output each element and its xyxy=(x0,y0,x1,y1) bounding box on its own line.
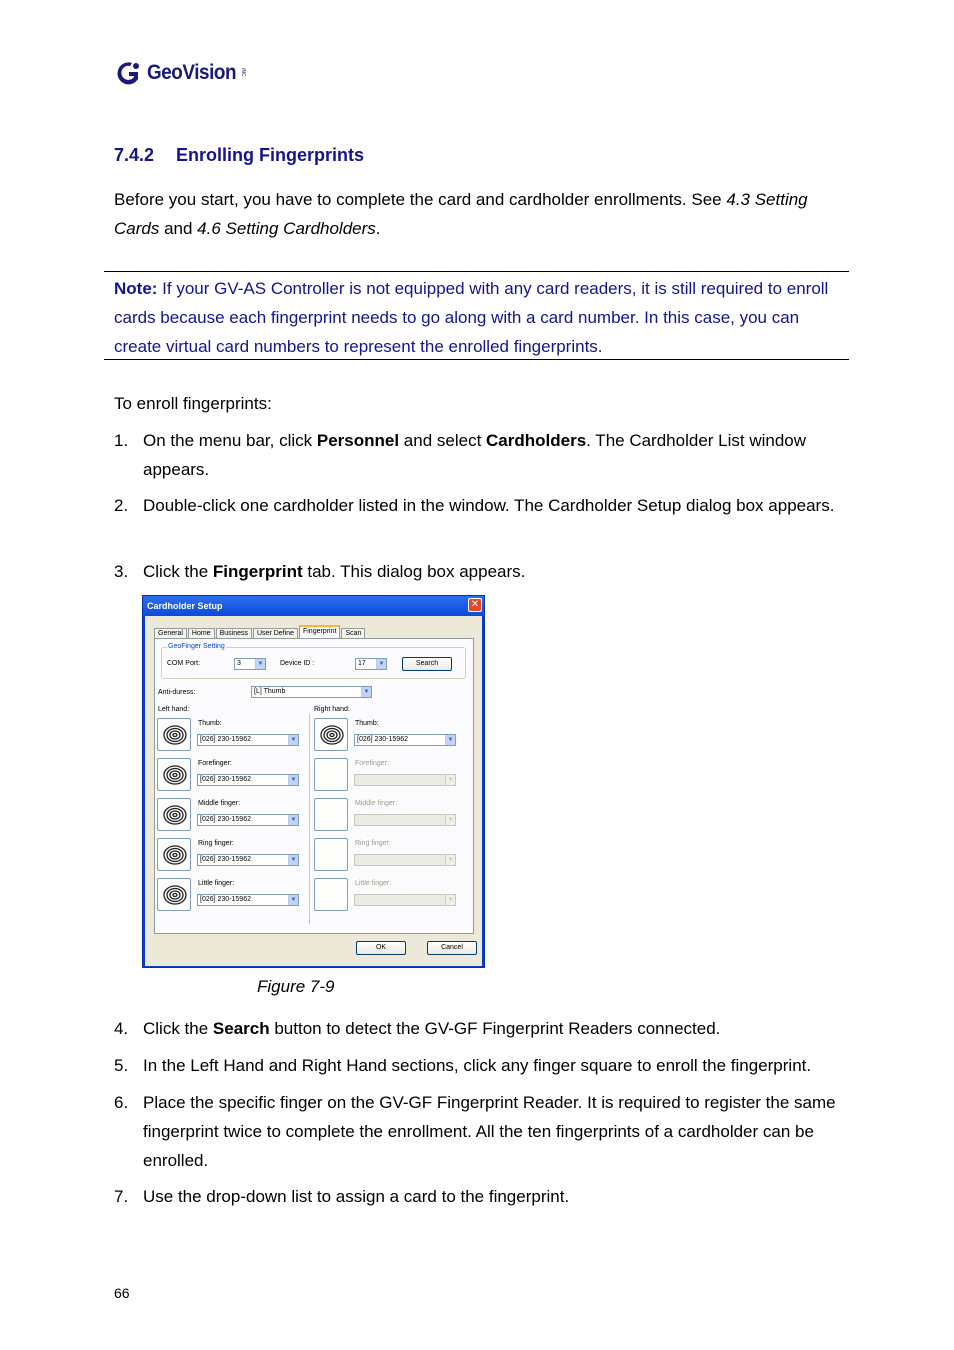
dialog-title: Cardholder Setup xyxy=(143,596,484,616)
left-ring-label: Ring finger: xyxy=(198,840,234,847)
step-text: In the Left Hand and Right Hand sections, click any finger square to enroll the fingerprint. xyxy=(143,1056,812,1075)
step-2 xyxy=(114,491,849,520)
left-middle-card-value: [026] 230-15962 xyxy=(200,816,251,823)
chevron-down-icon: ▼ xyxy=(445,855,455,865)
step-bold-fingerprint: Fingerprint xyxy=(212,562,303,581)
step-text: . The Cardholder List window appears. xyxy=(143,431,807,479)
step-text: and select xyxy=(399,431,487,450)
chevron-down-icon: ▼ xyxy=(445,895,455,905)
section-title: Enrolling Fingerprints xyxy=(176,145,364,165)
intro-ref-setting-cards: 4.3 Setting Cards xyxy=(114,190,808,238)
geovision-logo-icon xyxy=(114,59,144,87)
device-id-select[interactable] xyxy=(355,658,387,670)
left-thumb-card-select[interactable] xyxy=(197,734,299,746)
right-little-card-select[interactable] xyxy=(354,894,456,906)
right-little-fingerprint-square[interactable] xyxy=(314,878,348,911)
dialog-body xyxy=(145,616,482,966)
tab-home[interactable]: Home xyxy=(188,628,215,639)
right-middle-label: Middle finger: xyxy=(355,800,398,807)
section-heading xyxy=(114,145,364,166)
tab-user-define[interactable]: User Define xyxy=(253,628,298,639)
chevron-down-icon: ▼ xyxy=(288,815,298,825)
fingerprint-panel xyxy=(154,638,474,934)
note-box xyxy=(104,271,849,360)
chevron-down-icon: ▼ xyxy=(288,735,298,745)
step-text: Double-click one cardholder listed in the window. The Cardholder Setup dialog box appears. xyxy=(143,496,835,515)
left-little-label: Little finger: xyxy=(198,880,235,887)
tab-fingerprint[interactable]: Fingerprint xyxy=(299,625,340,639)
com-port-value: 3 xyxy=(237,660,241,667)
step-1 xyxy=(114,426,849,484)
right-thumb-card-select[interactable] xyxy=(354,734,456,746)
ok-button[interactable]: OK xyxy=(356,941,406,955)
step-6 xyxy=(114,1088,849,1175)
left-middle-card-select[interactable] xyxy=(197,814,299,826)
page-number: 66 xyxy=(114,1285,130,1301)
right-forefinger-card-select[interactable] xyxy=(354,774,456,786)
step-text: Click the xyxy=(143,1019,213,1038)
right-thumb-label: Thumb: xyxy=(355,720,379,727)
search-button[interactable]: Search xyxy=(402,657,452,671)
left-thumb-fingerprint-square[interactable] xyxy=(157,718,191,751)
step-4 xyxy=(114,1014,849,1043)
logo-trademark: INC. xyxy=(239,68,246,78)
com-port-label: COM Port: xyxy=(167,660,201,667)
step-number: 7. xyxy=(114,1187,129,1206)
logo-text: GeoVision xyxy=(147,61,237,84)
step-text: tab. This dialog box appears. xyxy=(302,562,526,581)
chevron-down-icon: ▼ xyxy=(445,735,455,745)
com-port-select[interactable] xyxy=(234,658,266,670)
anti-duress-value: [L] Thumb xyxy=(254,688,286,695)
step-5 xyxy=(114,1051,849,1080)
left-forefinger-card-value: [026] 230-15962 xyxy=(200,776,251,783)
left-ring-card-select[interactable] xyxy=(197,854,299,866)
close-icon[interactable]: ✕ xyxy=(468,598,482,612)
step-text: button to detect the GV-GF Fingerprint Readers connected. xyxy=(269,1019,721,1038)
right-ring-label: Ring finger: xyxy=(355,840,391,847)
fingerprint-icon xyxy=(162,842,188,868)
geofinger-setting-group xyxy=(161,643,466,679)
step-bold-search: Search xyxy=(212,1019,270,1038)
left-little-fingerprint-square[interactable] xyxy=(157,878,191,911)
right-hand-label: Right hand: xyxy=(314,706,350,713)
chevron-down-icon: ▼ xyxy=(376,659,386,669)
cardholder-setup-dialog xyxy=(142,595,485,968)
right-middle-card-select[interactable] xyxy=(354,814,456,826)
right-little-label: Little finger: xyxy=(355,880,392,887)
anti-duress-label: Anti-duress: xyxy=(158,689,196,696)
chevron-down-icon: ▼ xyxy=(361,687,371,697)
intro-ref-setting-cardholders: 4.6 Setting Cardholders xyxy=(197,219,376,238)
device-id-value: 17 xyxy=(358,660,366,667)
step-text: On the menu bar, click xyxy=(143,431,317,450)
device-id-label: Device ID : xyxy=(280,660,315,667)
group-title: GeoFinger Setting xyxy=(168,643,225,650)
right-ring-fingerprint-square[interactable] xyxy=(314,838,348,871)
left-middle-label: Middle finger: xyxy=(198,800,241,807)
fingerprint-icon xyxy=(319,722,345,748)
left-middle-fingerprint-square[interactable] xyxy=(157,798,191,831)
tab-scan[interactable]: Scan xyxy=(341,628,365,639)
fingerprint-icon xyxy=(162,802,188,828)
step-bold-personnel: Personnel xyxy=(316,431,400,450)
step-3 xyxy=(114,557,849,586)
left-little-card-select[interactable] xyxy=(197,894,299,906)
cancel-button[interactable]: Cancel xyxy=(427,941,477,955)
right-middle-fingerprint-square[interactable] xyxy=(314,798,348,831)
chevron-down-icon: ▼ xyxy=(288,775,298,785)
chevron-down-icon: ▼ xyxy=(288,895,298,905)
note-label: Note: xyxy=(114,279,158,298)
fingerprint-icon xyxy=(162,762,188,788)
step-number: 3. xyxy=(114,562,129,581)
chevron-down-icon: ▼ xyxy=(288,855,298,865)
left-hand-label: Left hand: xyxy=(158,706,190,713)
intro-and: and xyxy=(159,219,198,238)
intro-paragraph xyxy=(114,185,844,243)
note-body: If your GV-AS Controller is not equipped with any card readers, it is still required to enroll cards because each fingerprint needs to go along with a card number. In this case, you can create virtual card numbers to represent the enrolled fingerprints. xyxy=(114,279,829,356)
left-thumb-label: Thumb: xyxy=(198,720,222,727)
right-thumb-fingerprint-square[interactable] xyxy=(314,718,348,751)
chevron-down-icon: ▼ xyxy=(445,775,455,785)
step-number: 4. xyxy=(114,1019,129,1038)
left-forefinger-label: Forefinger: xyxy=(198,760,232,767)
right-forefinger-fingerprint-square[interactable] xyxy=(314,758,348,791)
left-thumb-card-value: [026] 230-15962 xyxy=(200,736,251,743)
left-forefinger-fingerprint-square[interactable] xyxy=(157,758,191,791)
left-ring-card-value: [026] 230-15962 xyxy=(200,856,251,863)
left-forefinger-card-select[interactable] xyxy=(197,774,299,786)
left-little-card-value: [026] 230-15962 xyxy=(200,896,251,903)
geovision-logo xyxy=(114,56,246,90)
right-ring-card-select[interactable] xyxy=(354,854,456,866)
hand-divider xyxy=(309,714,310,924)
step-number: 5. xyxy=(114,1056,129,1075)
right-thumb-card-value: [026] 230-15962 xyxy=(357,736,408,743)
chevron-down-icon: ▼ xyxy=(255,659,265,669)
step-number: 1. xyxy=(114,431,129,450)
step-bold-cardholders: Cardholders xyxy=(486,431,587,450)
figure-caption: Figure 7-9 xyxy=(257,977,335,996)
chevron-down-icon: ▼ xyxy=(445,815,455,825)
step-7 xyxy=(114,1182,849,1211)
anti-duress-select[interactable] xyxy=(251,686,372,698)
procedure-intro: To enroll fingerprints: xyxy=(114,394,272,413)
intro-text: Before you start, you have to complete the card and cardholder enrollments. See xyxy=(114,190,727,209)
step-number: 2. xyxy=(114,496,129,515)
section-number: 7.4.2 xyxy=(114,145,155,165)
tab-business[interactable]: Business xyxy=(216,628,252,639)
step-number: 6. xyxy=(114,1093,129,1112)
left-ring-fingerprint-square[interactable] xyxy=(157,838,191,871)
right-forefinger-label: Forefinger: xyxy=(355,760,389,767)
fingerprint-icon xyxy=(162,882,188,908)
tab-general[interactable]: General xyxy=(154,628,187,639)
note-text xyxy=(114,274,846,361)
intro-end: . xyxy=(375,219,381,238)
step-text: Use the drop-down list to assign a card to the fingerprint. xyxy=(143,1187,570,1206)
step-text: Click the xyxy=(143,562,213,581)
step-text: Place the specific finger on the GV-GF Fingerprint Reader. It is required to register the same fingerprint twice to complete the enrollment. All the ten fingerprints of a cardholder can be enrolled. xyxy=(143,1093,836,1170)
fingerprint-icon xyxy=(162,722,188,748)
